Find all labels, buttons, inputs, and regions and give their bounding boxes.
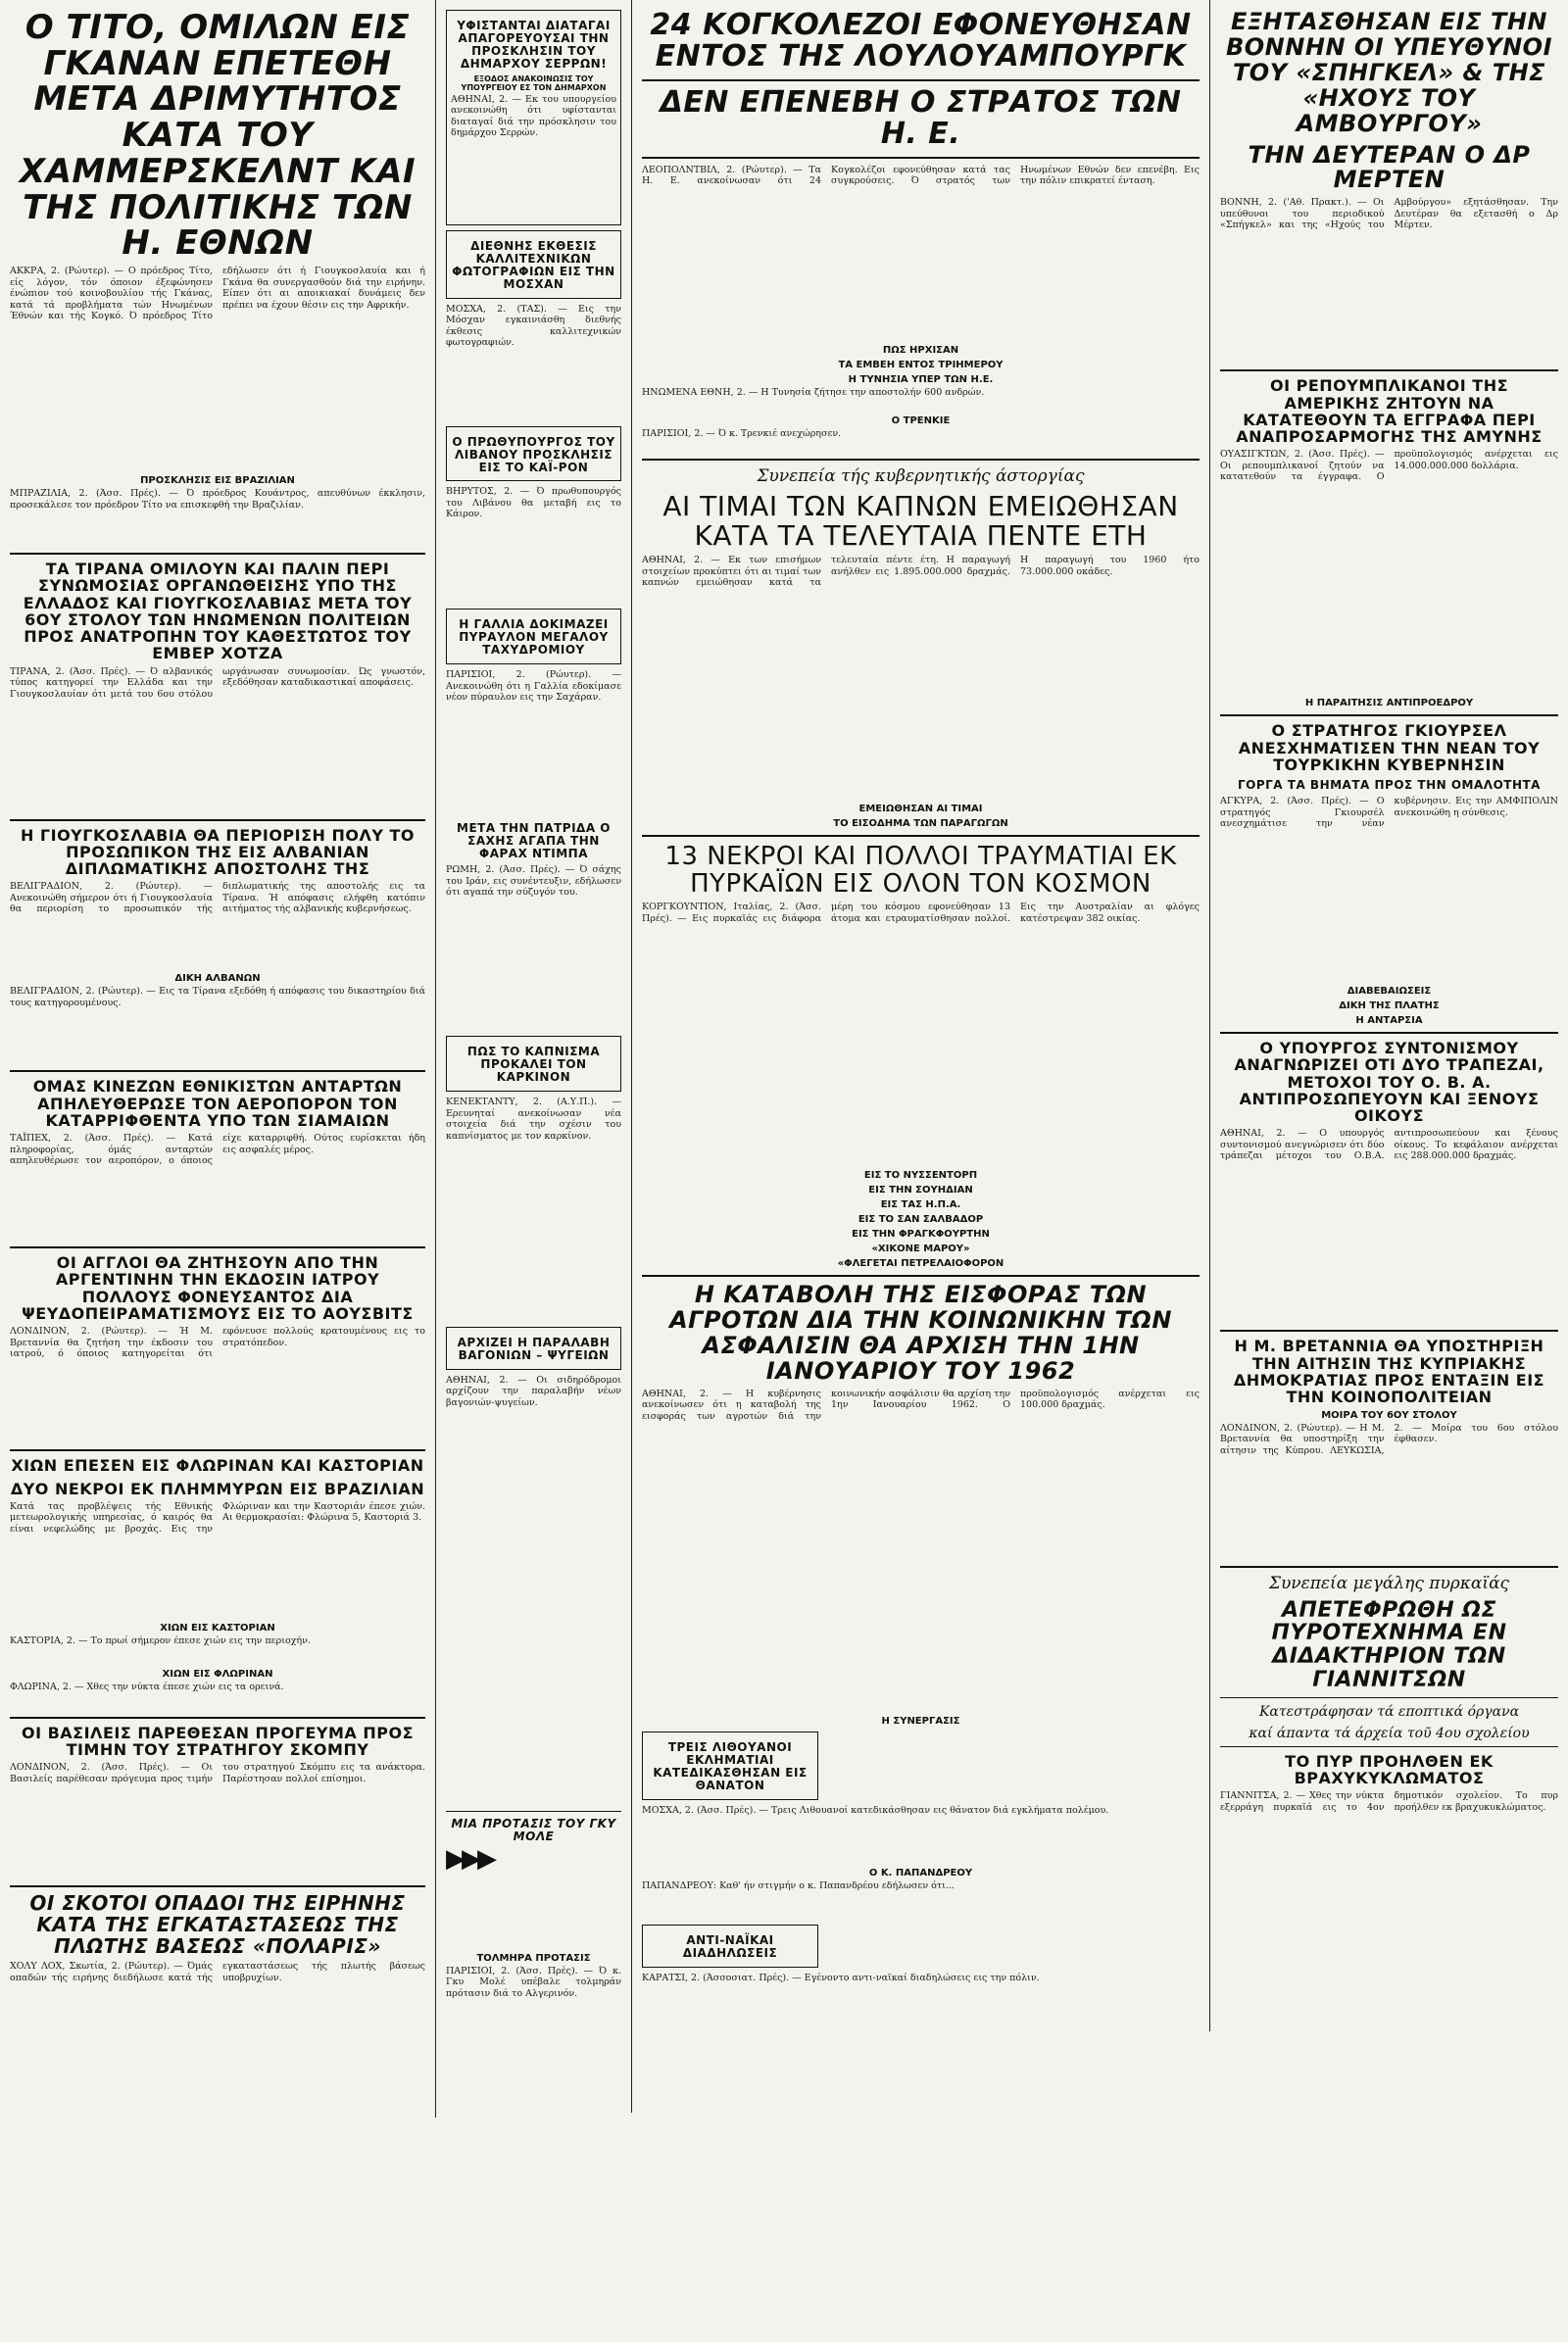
headline-livanos: Ο ΠΡΩΘΥΠΟΥΡΓΟΣ ΤΟΥ ΛΙΒΑΝΟΥ ΠΡΟΣΚΛΗΣΙΣ ΕΙΣ ΤΟ ΚΑΪ-ΡΟΝ — [452, 434, 615, 474]
divider — [1220, 1566, 1558, 1568]
article-trieis: ΜΟΣΧΑ, 2. (Άσσ. Πρές). — Τρεις Λιθουανοί κατεδικάσθησαν εις θάνατον διά εγκλήματα πολέμου. — [642, 1804, 1109, 1816]
divider — [446, 1811, 621, 1812]
article-xioni: Κατά τας προβλέψεις τής Εθνικής μετεωρολογικής υπηρεσίας, ό καιρός θα είναι νεφελώδης με βροχάς. Εις την Φλώριναν και την Καστοριάν έπεσε χιών. Αι θερμοκρασίαι: Φλώρινα 5, Καστοριά 3. — [10, 1500, 425, 1535]
divider — [1220, 714, 1558, 716]
subhead-dikh: ΔΙΚΗ ΑΛΒΑΝΩΝ — [174, 973, 261, 985]
article-florina: ΦΛΩΡΙΝΑ, 2. — Χθες την νύκτα έπεσε χιών εις τα ορεινά. — [10, 1681, 284, 1692]
subhead-pedrelaio: «ΦΛΕΓΕΤΑΙ ΠΕΤΡΕΛΑΙΟΦΟΡΟΝ — [837, 1258, 1004, 1270]
headline-vretania: Η Μ. ΒΡΕΤΑΝΝΙΑ ΘΑ ΥΠΟΣΤΗΡΙΞΗ ΤΗΝ ΑΙΤΗΣΙΝ ΤΗΣ ΚΥΠΡΙΑΚΗΣ ΔΗΜΟΚΡΑΤΙΑΣ ΠΡΟΣ ΕΝΤΑΞΙΝ ΕΙΣ ΤΗΝ ΚΟΙΝΟΠΟΛΙΤΕΙΑΝ — [1233, 1337, 1545, 1407]
subhead-florina: ΧΙΩΝ ΕΙΣ ΦΛΩΡΙΝΑΝ — [162, 1668, 273, 1680]
subhead-dikh-platis: ΔΙΚΗ ΤΗΣ ΠΛΑΤΗΣ — [1339, 1000, 1440, 1012]
article-antinaikai: ΚΑΡΑΤΣΙ, 2. (Άσσοσιατ. Πρές). — Εγένοντο αντι-ναϊκαί διαδηλώσεις εις την πόλιν. — [642, 1972, 1040, 1983]
subhead-serres: ΕΞΟΔΟΣ ΑΝΑΚΟΙΝΩΣΙΣ ΤΟΥ ΥΠΟΥΡΓΕΙΟΥ ΕΣ ΤΟΝ ΔΗΜΑΡΧΟΝ — [461, 73, 607, 92]
headline-skotoi: ΟΙ ΣΚΟΤΟΙ ΟΠΑΔΟΙ ΤΗΣ ΕΙΡΗΝΗΣ ΚΑΤΑ ΤΗΣ ΕΓΚΑΤΑΣΤΑΣΕΩΣ ΤΗΣ ΠΛΩΤΗΣ ΒΑΣΕΩΣ «ΠΟΛΑΡΙΣ» — [29, 1891, 406, 1958]
subhead-kastoria: ΧΙΩΝ ΕΙΣ ΚΑΣΤΟΡΙΑΝ — [160, 1622, 275, 1634]
article-gallia: ΠΑΡΙΣΙΟΙ, 2. (Ρώυτερ). — Ανεκοινώθη ότι η Γαλλία εδοκίμασε νέον πύραυλον εις την Σαχάραν. — [446, 669, 621, 704]
headline-nekroi-brazil: ΔΥΟ ΝΕΚΡΟΙ ΕΚ ΠΛΗΜΜΥΡΩΝ ΕΙΣ ΒΡΑΖΙΛΙΑΝ — [10, 1479, 425, 1498]
headline-sax: ΜΕΤΑ ΤΗΝ ΠΑΤΡΙΔΑ Ο ΣΑΧΗΣ ΑΓΑΠΑ ΤΗΝ ΦΑΡΑΧ ΝΤΙΜΠΑ — [457, 821, 611, 861]
headline-gallia: Η ΓΑΛΛΙΑ ΔΟΚΙΜΑΖΕΙ ΠΥΡΑΥΛΟΝ ΜΕΓΑΛΟΥ ΤΑΧΥΔΡΟΜΙΟΥ — [459, 617, 609, 658]
headline-vasileis: ΟΙ ΒΑΣΙΛΕΙΣ ΠΑΡΕΘΕΣΑΝ ΠΡΟΓΕΥΜΑ ΠΡΟΣ ΤΙΜΗΝ ΤΟΥ ΣΤΡΑΤΗΓΟΥ ΣΚΟΜΠΥ — [21, 1723, 415, 1760]
subhead-proskl: ΠΡΟΣΚΛΗΣΙΣ ΕΙΣ ΒΡΑΖΙΛΙΑΝ — [140, 475, 295, 487]
article-pyr: ΓΙΑΝΝΙΤΣΑ, 2. — Χθες την νύκτα εξερράγη πυρκαϊά εις το 4ον δημοτικόν σχολείον. Το πυρ προήλθεν εκ βραχυκυκλώματος. — [1220, 1790, 1558, 1813]
article-nekroi: ΚΟΡΓΚΟΥΝΤΙΟΝ, Ιταλίας, 2. (Άσσ. Πρές). — Εις πυρκαϊάς εις διάφορα μέρη του κόσμου εφονεύθησαν 13 άτομα και ετραυματίσθησαν πολλοί. Εις την Αυστραλίαν αι φλόγες κατέστρεψαν 382 οικίας. — [642, 902, 1200, 924]
subhead-diavevaioseis: ΔΙΑΒΕΒΑΙΩΣΕΙΣ — [1347, 986, 1432, 998]
headline-ypourgos: Ο ΥΠΟΥΡΓΟΣ ΣΥΝΤΟΝΙΣΜΟΥ ΑΝΑΓΝΩΡΙΖΕΙ ΟΤΙ ΔΥΟ ΤΡΑΠΕΖΑΙ, ΜΕΤΟΧΟΙ ΤΟΥ Ο. Β. Α. ΑΝΤΙΠΡΟΣΩΠΕΥΟΥΝ ΚΑΙ ΞΕΝΟΥΣ ΟΙΚΟΥΣ — [1234, 1039, 1544, 1126]
divider — [642, 157, 1200, 159]
headline-antinaikai: ΑΝΤΙ-ΝΑΪΚΑΙ ΔΙΑΔΗΛΩΣΕΙΣ — [682, 1932, 778, 1960]
boxed-trieis — [642, 1732, 818, 1800]
divider — [642, 459, 1200, 461]
headline-repoub: ΟΙ ΡΕΠΟΥΜΠΛΙΚΑΝΟΙ ΤΗΣ ΑΜΕΡΙΚΗΣ ΖΗΤΟΥΝ ΝΑ ΚΑΤΑΤΕΘΟΥΝ ΤΑ ΕΓΓΡΑΦΑ ΠΕΡΙ ΑΝΑΠΡΟΣΑΡΜΟΓΗΣ ΤΗΣ ΑΜΥΝΗΣ — [1236, 376, 1543, 447]
subhead-papandreou: Ο Κ. ΠΑΠΑΝΔΡΕΟΥ — [868, 1867, 973, 1878]
subhead-eisodima: ΤΟ ΕΙΣΟΔΗΜΑ ΤΩΝ ΠΑΡΑΓΩΓΩΝ — [833, 818, 1008, 830]
article-vretania: ΛΟΝΔΙΝΟΝ, 2. (Ρώυτερ). — Η Μ. Βρεταννία θα υποστηρίξη την αίτησιν της Κύπρου. ΛΕΥΚΩΣΙΑ, 2. — Μοίρα του 6ου στόλου έφθασεν. — [1220, 1422, 1558, 1456]
headline-kongo-2: ΔΕΝ ΕΠΕΝΕΒΗ Ο ΣΤΡΑΤΟΣ ΤΩΝ Η. Ε. — [660, 84, 1182, 152]
article-ypourgos: ΑΘΗΝΑΙ, 2. — Ο υπουργός συντονισμού ανεγνώρισεν ότι δύο τράπεζαι μέτοχοι του Ο.Β.Α. αντιπροσωπεύουν και ξένους οίκους. Το κεφάλαιον ανέρχεται εις 288.000.000 δραχμάς. — [1220, 1128, 1558, 1162]
article-sax: ΡΩΜΗ, 2. (Άσσ. Πρές). — Ό σάχης του Ιράν, εις συνέντευξιν, εδήλωσεν ότι αγαπά την σύζυγόν του. — [446, 864, 621, 899]
headline-eisfora: Η ΚΑΤΑΒΟΛΗ ΤΗΣ ΕΙΣΦΟΡΑΣ ΤΩΝ ΑΓΡΟΤΩΝ ΔΙΑ ΤΗΝ ΚΟΙΝΩΝΙΚΗΝ ΤΩΝ ΑΣΦΑΛΙΣΙΝ ΘΑ ΑΡΧΙΣΗ ΤΗΝ 1ΗΝ ΙΑΝΟΥΑΡΙΟΥ ΤΟΥ 1962 — [669, 1281, 1172, 1385]
subhead-hrxizan: ΠΩΣ ΗΡΧΙΣΑΝ — [882, 344, 959, 356]
article-aggloi: ΛΟΝΔΙΝΟΝ, 2. (Ρώυτερ). — Ή Μ. Βρεταννία θα ζητήση την έκδοσιν του ιατρού, ό όποιος κατηγορείται ότι εφόνευσε πολλούς κρατουμένους εις το στρατόπεδον. — [10, 1326, 425, 1360]
column-4 — [1210, 0, 1568, 1927]
divider — [642, 1275, 1200, 1277]
headline-ekthesis: ΔΙΕΘΝΗΣ ΕΚΘΕΣΙΣ ΚΑΛΛΙΤΕΧΝΙΚΩΝ ΦΩΤΟΓΡΑΦΙΩΝ ΕΙΣ ΤΗΝ ΜΟΣΧΑΝ — [452, 238, 615, 291]
column-3 — [632, 0, 1210, 2031]
divider — [10, 1885, 425, 1887]
subhead-gkiourel: ΓΟΡΓΑ ΤΑ ΒΗΜΑΤΑ ΠΡΟΣ ΤΗΝ ΟΜΑΛΟΤΗΤΑ — [1238, 778, 1541, 793]
subhead-xikone: «ΧΙΚΟΝΕ ΜΑΡΟΥ» — [871, 1244, 970, 1255]
headline-aggloi: ΟΙ ΑΓΓΛΟΙ ΘΑ ΖΗΤΗΣΟΥΝ ΑΠΟ ΤΗΝ ΑΡΓΕΝΤΙΝΗΝ ΤΗΝ ΕΚΔΟΣΙΝ ΙΑΤΡΟΥ ΠΟΛΛΟΥΣ ΦΟΝΕΥΣΑΝΤΟΣ ΔΙΑ ΨΕΥΔΟΠΕΙΡΑΜΑΤΙΣΜΟΥΣ ΕΙΣ ΤΟ ΑΟΥΣΒΙΤΣ — [22, 1253, 414, 1324]
article-dikh: ΒΕΛΙΓΡΑΔΙΟΝ, 2. (Ρώυτερ). — Εις τα Τίρανα εξεδόθη ή απόφασις του δικαστηρίου διά τους κατηγορουμένους. — [10, 986, 425, 1008]
subhead-synergasia: Η ΣΥΝΕΡΓΑΣΙΣ — [881, 1715, 960, 1727]
boxed-kapnisma — [446, 1036, 621, 1092]
article-proskl: ΜΠΡΑΖΙΛΙΑ, 2. (Άσσ. Πρές). — Ό πρόεδρος Κουάντρος, απευθύνων έκκλησιν, προσεκάλεσε τον πρόεδρον Τίτο να επισκεφθή την Βραζιλίαν. — [10, 488, 425, 511]
article-yugo: ΒΕΛΙΓΡΑΔΙΟΝ, 2. (Ρώυτερ). — Ανεκοινώθη σήμερον ότι ή Γιουγκοσλαυία θα περιορίση το προσωπικόν τής διπλωματικής της αποστολής εις τα Τίρανα. Ή απόφασις ελήφθη κατόπιν αιτήματος τής αλβανικής κυβερνήσεως. — [10, 881, 425, 915]
divider — [10, 1717, 425, 1719]
divider — [642, 835, 1200, 837]
subhead-tolmira: ΤΟΛΜΗΡΑ ΠΡΟΤΑΣΙΣ — [476, 1952, 591, 1964]
headline-kapnoi: ΑΙ ΤΙΜΑΙ ΤΩΝ ΚΑΠΝΩΝ ΕΜΕΙΩΘΗΣΑΝ ΚΑΤΑ ΤΑ ΤΕΛΕΥΤΑΙΑ ΠΕΝΤΕ ΕΤΗ — [662, 489, 1179, 552]
article-serres: ΑΘΗΝΑΙ, 2. — Εκ του υπουργείου ανεκοινώθη ότι υφίστανται διαταγαί διά την πρόσκλησιν του δημάρχου Σερρών. — [451, 93, 616, 139]
headline-gkiourel: Ο ΣΤΡΑΤΗΓΟΣ ΓΚΙΟΥΡΣΕΛ ΑΝΕΣΧΗΜΑΤΙΣΕΝ ΤΗΝ ΝΕΑΝ ΤΟΥ ΤΟΥΡΚΙΚΗΝ ΚΥΒΕΡΝΗΣΙΝ — [1238, 721, 1541, 774]
subhead-tynisia: Η ΤΥΝΗΣΙΑ ΥΠΕΡ ΤΩΝ Η.Ε. — [848, 373, 994, 385]
divider — [1220, 1746, 1558, 1747]
subhead-ipa: ΕΙΣ ΤΑΣ Η.Π.Α. — [880, 1199, 961, 1211]
article-gkiourel: ΑΓΚΥΡΑ, 2. (Άσσ. Πρές). — Ο στρατηγός Γκιουρσέλ ανεσχημάτισε την νέαν κυβέρνησιν. Εις την ΑΜΦΙΠΟΛΙΝ ανεκοινώθη η σύνθεσις. — [1220, 796, 1558, 830]
headline-kapnisma: ΠΩΣ ΤΟ ΚΑΠΝΙΣΜΑ ΠΡΟΚΑΛΕΙ ΤΟΝ ΚΑΡΚΙΝΟΝ — [466, 1045, 601, 1085]
article-skotoi: ΧΟΛΥ ΛΟΧ, Σκωτία, 2. (Ρώυτερ). — Όμάς οπαδών τής ειρήνης διεδήλωσε κατά τής εγκαταστάσεως τής πλωτής βάσεως υποβρυχίων. — [10, 1961, 425, 1983]
headline-tirana: ΤΑ ΤΙΡΑΝΑ ΟΜΙΛΟΥΝ ΚΑΙ ΠΑΛΙΝ ΠΕΡΙ ΣΥΝΩΜΟΣΙΑΣ ΟΡΓΑΝΩΘΕΙΣΗΣ ΥΠΟ ΤΗΣ ΕΛΛΑΔΟΣ ΚΑΙ ΓΙΟΥΓΚΟΣΛΑΒΙΑΣ ΜΕΤΑ ΤΟΥ 6ΟΥ ΣΤΟΛΟΥ ΤΩΝ ΗΝΩΜΕΝΩΝ ΠΟΛΙΤΕΙΩΝ ΠΡΟΣ ΑΝΑΤΡΟΠΗΝ ΤΟΥ ΚΑΘΕΣΤΩΤΟΣ ΤΟΥ ΕΜΒΕΡ ΧΟΤΖΑ — [23, 560, 413, 663]
headline-kinezoi: ΟΜΑΣ ΚΙΝΕΖΩΝ ΕΘΝΙΚΙΣΤΩΝ ΑΝΤΑΡΤΩΝ ΑΠΗΛΕΥΘΕΡΩΣΕ ΤΟΝ ΑΕΡΟΠΟΡΟΝ ΤΟΝ ΚΑΤΑΡΡΙΦΘΕΝΤΑ ΥΠΟ ΤΩΝ ΣΙΑΜΑΙΩΝ — [32, 1077, 403, 1130]
article-kastoria: ΚΑΣΤΟΡΙΑ, 2. — Το πρωί σήμερον έπεσε χιών εις την περιοχήν. — [10, 1635, 311, 1646]
article-kongo: ΛΕΟΠΟΛΝΤΒΙΛ, 2. (Ρώυτερ). — Τα Η. Ε. ανεκοίνωσαν ότι 24 Κογκολέζοι εφονεύθησαν κατά τας συγκρούσεις. Ό στρατός των Ηνωμένων Εθνών δεν επενέβη. Εις την πόλιν επικρατεί ένταση. — [642, 164, 1200, 187]
kicker-pyrkagia: Συνεπεία μεγάλης πυρκαϊάς — [1268, 1573, 1510, 1593]
article-paralavi: ΑΘΗΝΑΙ, 2. — Οι σιδηρόδρομοι αρχίζουν την παραλαβήν νέων βαγονιών-ψυγείων. — [446, 1374, 621, 1408]
subhead-frankfourti: ΕΙΣ ΤΗΝ ΦΡΑΓΚΦΟΥΡΤΗΝ — [852, 1229, 990, 1241]
boxed-story — [446, 10, 621, 225]
article-repoub: ΟΥΑΣΙΓΚΤΩΝ, 2. (Άσσ. Πρές). — Οι ρεπουμπλικανοί ζητούν να κατατεθούν τα έγγραφα. Ο προϋπολογισμός ανέρχεται εις 14.000.000.000 δολλάρια. — [1220, 449, 1558, 483]
divider — [1220, 1032, 1558, 1034]
article-tirana: ΤΙΡΑΝΑ, 2. (Άσσ. Πρές). — Ό αλβανικός τύπος κατηγορεί την Ελλάδα και την Γιουγκοσλαυίαν ότι μετά του 6ου στόλου ωργάνωσαν συνωμοσίαν. Ώς γνωστόν, εξεδόθησαν καταδικαστικαί αποφάσεις. — [10, 665, 425, 700]
divider — [10, 553, 425, 555]
article-livanos: ΒΗΡΥΤΟΣ, 2. — Ό πρωθυπουργός του Λιβάνου θα μεταβή εις το Κάιρον. — [446, 486, 621, 520]
article-tolmira: ΠΑΡΙΣΙΟΙ, 2. (Άσσ. Πρές). — Ό κ. Γκυ Μολέ υπέβαλε τολμηράν πρότασιν διά το Αλγερινόν. — [446, 1965, 621, 1999]
headline-xioni: ΧΙΩΝ ΕΠΕΣΕΝ ΕΙΣ ΦΛΩΡΙΝΑΝ ΚΑΙ ΚΑΣΤΟΡΙΑΝ — [11, 1456, 424, 1476]
headline-trieis: ΤΡΕΙΣ ΛΙΘΟΥΑΝΟΙ ΕΚΛΗΜΑΤΙΑΙ ΚΑΤΕΔΙΚΑΣΘΗΣΑΝ ΕΙΣ ΘΑΝΑΤΟΝ — [653, 1739, 808, 1792]
article-kinezoi: ΤΑΪΠΕΧ, 2. (Άσσ. Πρές). — Κατά πληροφορίας, όμάς ανταρτών απηλευθέρωσε τον αεροπόρον, ο όποιος είχε καταρριφθή. Ούτος ευρίσκεται ήδη εις ασφαλές μέρος. — [10, 1133, 425, 1167]
divider — [10, 1070, 425, 1072]
article-papandreou: ΠΑΠΑΝΔΡΕΟΥ: Καθ' ήν στιγμήν ο κ. Παπανδρέου εδήλωσεν ότι... — [642, 1879, 955, 1891]
article-kapnoi: ΑΘΗΝΑΙ, 2. — Εκ των επισήμων στοιχείων προκύπτει ότι αι τιμαί των καπνών εμειώθησαν κατά τα τελευταία πέντε έτη. Η παραγωγή ανήλθεν εις 1.895.000.000 δραχμάς. Η παραγωγή του 1960 ήτο 73.000.000 οκάδες. — [642, 555, 1200, 589]
article-kapnisma: ΚΕΝΕΚΤΑΝΤΥ, 2. (Α.Υ.Π.). — Ερευνηταί ανεκοίνωσαν νέα στοιχεία διά την σχέσιν του καπνίσματος με τον καρκίνον. — [446, 1097, 621, 1142]
boxed-antinaikai — [642, 1925, 818, 1968]
headline-nekroi: 13 ΝΕΚΡΟΙ ΚΑΙ ΠΟΛΛΟΙ ΤΡΑΥΜΑΤΙΑΙ ΕΚ ΠΥΡΚΑΪΩΝ ΕΙΣ ΟΛΟΝ ΤΟΝ ΚΟΣΜΟΝ — [664, 842, 1177, 900]
divider — [10, 819, 425, 821]
subhead-emeiothisan: ΕΜΕΙΩΘΗΣΑΝ ΑΙ ΤΙΜΑΙ — [858, 804, 983, 815]
subhead-paraitithi: Η ΠΑΡΑΙΤΗΣΙΣ ΑΝΤΙΠΡΟΕΔΡΟΥ — [1304, 698, 1474, 709]
article-eisfora: ΑΘΗΝΑΙ, 2. — Η κυβέρνησις ανεκοίνωσεν ότι η καταβολή της εισφοράς των αγροτών διά την κοινωνικήν ασφάλισιν θα αρχίση την 1ην Ιανουαρίου 1962. Ο προϋπολογισμός ανέρχεται εις 100.000 δραχμάς. — [642, 1388, 1200, 1422]
article-tynisia: ΗΝΩΜΕΝΑ ΕΘΝΗ, 2. — Η Τυνησία ζήτησε την αποστολήν 600 ανδρών. — [642, 386, 985, 398]
divider — [1220, 1697, 1558, 1698]
article-bonn: ΒΟΝΝΗ, 2. ('Αθ. Πρακτ.). — Οι υπεύθυνοι του περιοδικού «Σπήγκελ» και της «Ηχούς του Αμβούργου» εξητάσθησαν. Την Δευτέραν θα εξετασθή ο Δρ Μέρτεν. — [1220, 197, 1558, 231]
headline-kongo: 24 ΚΟΓΚΟΛΕΖΟΙ ΕΦΟΝΕΥΘΗΣΑΝ ΕΝΤΟΣ ΤΗΣ ΛΟΥΛΟΥΑΜΠΟΥΡΓΚ — [650, 8, 1192, 74]
article-trenkie: ΠΑΡΙΣΙΟΙ, 2. — Ό κ. Τρενκιέ ανεχώρησεν. — [642, 427, 842, 439]
divider — [1220, 1330, 1558, 1332]
subhead-moira: ΜΟΙΡΑ ΤΟΥ 6ΟΥ ΣΤΟΛΟΥ — [1321, 1409, 1457, 1421]
headline-paralavi: ΑΡΧΙΖΕΙ Η ΠΑΡΑΛΑΒΗ ΒΑΓΟΝΙΩΝ – ΨΥΓΕΙΩΝ — [457, 1336, 611, 1363]
subhead-embeh: ΤΑ ΕΜΒΕΗ ΕΝΤΟΣ ΤΡΙΗΜΕΡΟΥ — [838, 359, 1004, 370]
divider — [642, 79, 1200, 81]
subhead-antarsia: Η ΑΝΤΑΡΣΙΑ — [1355, 1015, 1423, 1027]
kicker-organa: Κατεστράφησαν τά εποπτικά όργανα — [1258, 1703, 1520, 1720]
boxed-paralavi — [446, 1327, 621, 1370]
headline-bonn: ΕΞΗΤΑΣΘΗΣΑΝ ΕΙΣ ΤΗΝ ΒΟΝΝΗΝ ΟΙ ΥΠΕΥΘΥΝΟΙ ΤΟΥ «ΣΠΗΓΚΕΛ» & ΤΗΣ «ΗΧΟΥΣ ΤΟΥ ΑΜΒΟΥΡΓΟΥ» — [1225, 8, 1553, 137]
headline-tito: Ο ΤΙΤΟ, ΟΜΙΛΩΝ ΕΙΣ ΓΚΑΝΑΝ ΕΠΕΤΕΘΗ ΜΕΤΑ ΔΡΙΜΥΤΗΤΟΣ ΚΑΤΑ ΤΟΥ ΧΑΜΜΕΡΣΚΕΛΝΤ ΚΑΙ ΤΗΣ ΠΟΛΙΤΙΚΗΣ ΤΩΝ Η. ΕΘΝΩΝ — [19, 8, 416, 264]
column-1 — [0, 0, 436, 2118]
headline-pyrotexnima: ΑΠΕΤΕΦΡΩΘΗ ΩΣ ΠΥΡΟΤΕΧΝΗΜΑ ΕΝ ΔΙΔΑΚΤΗΡΙΟΝ ΤΩΝ ΓΙΑΝΝΙΤΣΩΝ — [1271, 1597, 1507, 1692]
divider — [10, 1449, 425, 1451]
subhead-salvador: ΕΙΣ ΤΟ ΣΑΝ ΣΑΛΒΑΔΟΡ — [858, 1214, 984, 1226]
article-tito: ΑΚΚΡΑ, 2. (Ρώυτερ). — Ο πρόεδρος Τίτο, είς λόγον, τόν όποιον έξεφώνησεν ένώπιον τού κοινοβουλίου τής Γκάνας, κατά τά προβλήματα τών Ηνωμένων Έθνών και τής Κογκό. Ό πρόεδρος Τίτο εδήλωσεν ότι ή Γιουγκοσλαυία και ή Γκάνα θα συνεργασθούν διά την ειρήνην. Είπεν ότι αι αποικιακαί δυνάμεις δεν πρέπει να έχουν θέσιν εις την Αφρικήν. — [10, 266, 425, 322]
divider — [10, 1246, 425, 1248]
column-2 — [436, 0, 632, 2113]
divider — [1220, 369, 1558, 371]
subhead-souidia: ΕΙΣ ΤΗΝ ΣΟΥΗΔΙΑΝ — [868, 1185, 973, 1196]
arrows-icon: ▶▶▶ — [446, 1843, 493, 1874]
headline-protasi: ΜΙΑ ΠΡΟΤΑΣΙΣ ΤΟΥ ΓΚΥ ΜΟΛΕ — [451, 1816, 616, 1843]
article-vasileis: ΛΟΝΔΙΝΟΝ, 2. (Άσσ. Πρές). — Οι Βασιλείς παρέθεσαν πρόγευμα προς τιμήν του στρατηγού Σκόμπυ εις τα ανάκτορα. Παρέστησαν πολλοί επίσημοι. — [10, 1762, 425, 1784]
boxed-ekthesis — [446, 230, 621, 299]
headline-serres: ΥΦΙΣΤΑΝΤΑΙ ΔΙΑΤΑΓΑΙ ΑΠΑΓΟΡΕΥΟΥΣΑΙ ΤΗΝ ΠΡΟΣΚΛΗΣΙΝ ΤΟΥ ΔΗΜΑΡΧΟΥ ΣΕΡΡΩΝ! — [457, 19, 611, 71]
boxed-gallia — [446, 609, 621, 664]
subhead-trenkie: Ο ΤΡΕΝΚΙΕ — [891, 415, 951, 426]
headline-yugo: Η ΓΙΟΥΓΚΟΣΛΑΒΙΑ ΘΑ ΠΕΡΙΟΡΙΣΗ ΠΟΛΥ ΤΟ ΠΡΟΣΩΠΙΚΟΝ ΤΗΣ ΕΙΣ ΑΛΒΑΝΙΑΝ ΔΙΠΛΩΜΑΤΙΚΗΣ ΑΠΟΣΤΟΛΗΣ ΤΗΣ — [20, 825, 416, 879]
kicker-arxeia: καί άπαντα τά άρχεία τοῦ 4ου σχολείου — [1249, 1725, 1530, 1741]
article-ekthesis: ΜΟΣΧΑ, 2. (ΤΑΣ). — Εις την Μόσχαν εγκαινιάσθη διεθνής έκθεσις καλλιτεχνικών φωτογραφιών. — [446, 303, 621, 349]
article-protasi — [446, 1871, 621, 1949]
headline-merten: ΤΗΝ ΔΕΥΤΕΡΑΝ Ο ΔΡ ΜΕΡΤΕΝ — [1248, 140, 1531, 194]
subhead-nissentorp: ΕΙΣ ΤΟ ΝΥΣΣΕΝΤΟΡΠ — [863, 1170, 978, 1182]
headline-pyr: ΤΟ ΠΥΡ ΠΡΟΗΛΘΕΝ ΕΚ ΒΡΑΧΥΚΥΚΛΩΜΑΤΟΣ — [1285, 1751, 1494, 1787]
kicker-kapnoi: Συνεπεία τής κυβερνητικής άστοργίας — [757, 465, 1085, 486]
boxed-livanos — [446, 426, 621, 482]
